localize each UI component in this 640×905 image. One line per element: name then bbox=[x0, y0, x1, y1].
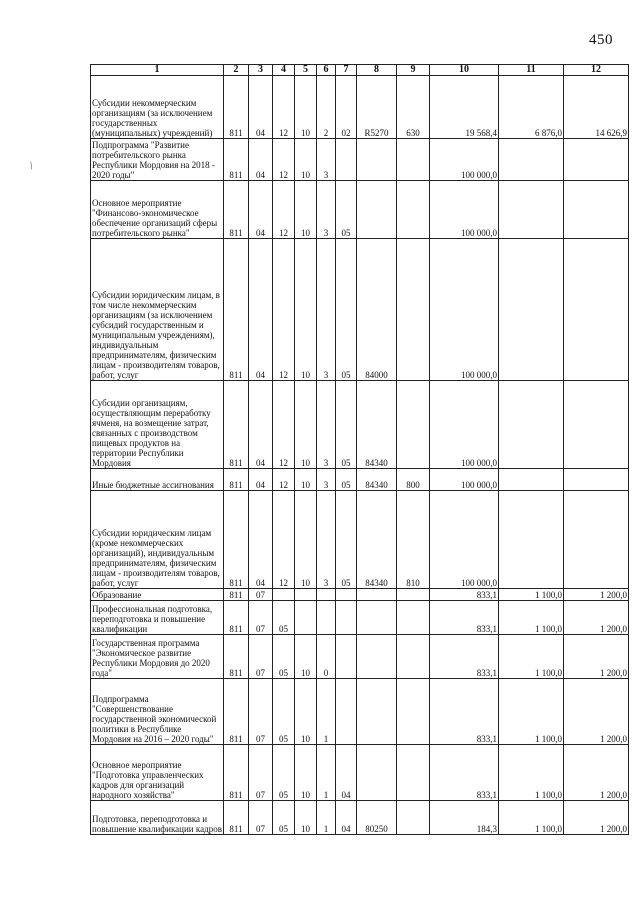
code-section: 07 bbox=[249, 635, 273, 679]
row-name: Субсидии некоммерческим организациям (за исключением государственных (муниципальных) учреждений) bbox=[91, 76, 224, 139]
amount-col-11: 1 100,0 bbox=[499, 635, 564, 679]
table-row bbox=[91, 491, 629, 589]
amount-col-10: 833,1 bbox=[430, 745, 499, 801]
column-header-12: 12 bbox=[564, 65, 629, 76]
row-name: Иные бюджетные ассигнования bbox=[91, 469, 224, 491]
table-row bbox=[91, 635, 629, 679]
code-subprogram: 3 bbox=[317, 491, 336, 589]
code-subprogram: 1 bbox=[317, 801, 336, 835]
code-subsection: 05 bbox=[273, 679, 295, 745]
code-ministry: 811 bbox=[224, 381, 249, 469]
table-row bbox=[91, 76, 629, 139]
amount-col-12 bbox=[564, 491, 629, 589]
amount-col-12 bbox=[564, 381, 629, 469]
code-direction bbox=[357, 601, 397, 635]
row-name: Подпрограмма "Совершенствование государственной экономической политики в Республике Мордовия на 2016 – 2020 годы" bbox=[91, 679, 224, 745]
code-expense-type bbox=[397, 745, 430, 801]
row-name: Основное мероприятие "Подготовка управленческих кадров для организаций народного хозяйства" bbox=[91, 745, 224, 801]
page-number: 450 bbox=[589, 32, 613, 48]
code-program: 10 bbox=[295, 469, 317, 491]
amount-col-10: 100 000,0 bbox=[430, 239, 499, 381]
code-direction bbox=[357, 139, 397, 181]
row-name: Основное мероприятие "Финансово-экономическое обеспечение организаций сферы потребительского рынка" bbox=[91, 181, 224, 239]
code-direction: 84340 bbox=[357, 469, 397, 491]
amount-col-12: 14 626,9 bbox=[564, 76, 629, 139]
table-row bbox=[91, 381, 629, 469]
code-subsection: 05 bbox=[273, 745, 295, 801]
amount-col-11 bbox=[499, 181, 564, 239]
code-program bbox=[295, 589, 317, 601]
code-section: 04 bbox=[249, 181, 273, 239]
table-header-row bbox=[91, 65, 629, 76]
code-program: 10 bbox=[295, 76, 317, 139]
code-activity bbox=[336, 635, 357, 679]
amount-col-12 bbox=[564, 181, 629, 239]
amount-col-12: 1 200,0 bbox=[564, 635, 629, 679]
column-header-5: 5 bbox=[295, 65, 317, 76]
amount-col-10: 100 000,0 bbox=[430, 491, 499, 589]
code-ministry: 811 bbox=[224, 239, 249, 381]
code-subsection: 12 bbox=[273, 181, 295, 239]
row-name: Подготовка, переподготовка и повышение квалификации кадров bbox=[91, 801, 224, 835]
code-activity: 05 bbox=[336, 181, 357, 239]
code-subsection: 12 bbox=[273, 239, 295, 381]
table-row bbox=[91, 239, 629, 381]
row-name: Государственная программа "Экономическое развитие Республики Мордовия до 2020 года" bbox=[91, 635, 224, 679]
code-ministry: 811 bbox=[224, 745, 249, 801]
amount-col-10: 833,1 bbox=[430, 635, 499, 679]
code-subsection: 12 bbox=[273, 469, 295, 491]
code-ministry: 811 bbox=[224, 635, 249, 679]
amount-col-12 bbox=[564, 469, 629, 491]
amount-col-11 bbox=[499, 469, 564, 491]
table-row bbox=[91, 139, 629, 181]
amount-col-10: 833,1 bbox=[430, 601, 499, 635]
code-subsection: 05 bbox=[273, 801, 295, 835]
code-subprogram: 3 bbox=[317, 469, 336, 491]
table-row bbox=[91, 181, 629, 239]
amount-col-11 bbox=[499, 239, 564, 381]
amount-col-11 bbox=[499, 381, 564, 469]
code-subprogram: 3 bbox=[317, 239, 336, 381]
row-name: Субсидии юридическим лицам (кроме некоммерческих организаций), индивидуальным предпринимателям, физическим лицам - производителям товаров, работ, услуг bbox=[91, 491, 224, 589]
code-section: 04 bbox=[249, 76, 273, 139]
column-header-4: 4 bbox=[273, 65, 295, 76]
code-expense-type bbox=[397, 589, 430, 601]
code-activity bbox=[336, 601, 357, 635]
code-section: 04 bbox=[249, 139, 273, 181]
code-program: 10 bbox=[295, 181, 317, 239]
code-expense-type bbox=[397, 601, 430, 635]
code-direction bbox=[357, 635, 397, 679]
amount-col-12: 1 200,0 bbox=[564, 745, 629, 801]
code-subsection: 12 bbox=[273, 381, 295, 469]
code-section: 04 bbox=[249, 469, 273, 491]
code-subprogram: 1 bbox=[317, 745, 336, 801]
table-row bbox=[91, 469, 629, 491]
amount-col-11: 1 100,0 bbox=[499, 801, 564, 835]
amount-col-11 bbox=[499, 491, 564, 589]
table-row bbox=[91, 601, 629, 635]
table-row bbox=[91, 589, 629, 601]
code-expense-type bbox=[397, 635, 430, 679]
amount-col-11: 1 100,0 bbox=[499, 589, 564, 601]
code-subprogram: 3 bbox=[317, 381, 336, 469]
column-header-6: 6 bbox=[317, 65, 336, 76]
column-header-7: 7 bbox=[336, 65, 357, 76]
row-name: Субсидии организациям, осуществляющим переработку ячменя, на возмещение затрат, связанных с производством пищевых продуктов на территории Республики Мордовия bbox=[91, 381, 224, 469]
code-activity bbox=[336, 139, 357, 181]
column-header-8: 8 bbox=[357, 65, 397, 76]
column-header-9: 9 bbox=[397, 65, 430, 76]
code-activity: 04 bbox=[336, 745, 357, 801]
code-section: 04 bbox=[249, 239, 273, 381]
row-name: Подпрограмма "Развитие потребительского рынка Республики Мордовия на 2018 - 2020 годы" bbox=[91, 139, 224, 181]
code-program bbox=[295, 601, 317, 635]
budget-table bbox=[90, 64, 629, 835]
table-row bbox=[91, 679, 629, 745]
code-expense-type bbox=[397, 801, 430, 835]
code-ministry: 811 bbox=[224, 801, 249, 835]
code-subsection: 05 bbox=[273, 635, 295, 679]
amount-col-10: 19 568,4 bbox=[430, 76, 499, 139]
code-expense-type bbox=[397, 239, 430, 381]
amount-col-12: 1 200,0 bbox=[564, 679, 629, 745]
code-expense-type bbox=[397, 679, 430, 745]
amount-col-12: 1 200,0 bbox=[564, 601, 629, 635]
code-ministry: 811 bbox=[224, 469, 249, 491]
code-activity: 05 bbox=[336, 381, 357, 469]
amount-col-10: 100 000,0 bbox=[430, 469, 499, 491]
code-subprogram bbox=[317, 601, 336, 635]
code-section: 07 bbox=[249, 589, 273, 601]
amount-col-10: 100 000,0 bbox=[430, 381, 499, 469]
amount-col-11: 1 100,0 bbox=[499, 679, 564, 745]
code-section: 07 bbox=[249, 745, 273, 801]
code-activity bbox=[336, 679, 357, 745]
code-ministry: 811 bbox=[224, 139, 249, 181]
amount-col-10: 833,1 bbox=[430, 589, 499, 601]
code-direction: R5270 bbox=[357, 76, 397, 139]
code-program: 10 bbox=[295, 491, 317, 589]
amount-col-12: 1 200,0 bbox=[564, 801, 629, 835]
code-subsection: 12 bbox=[273, 491, 295, 589]
code-ministry: 811 bbox=[224, 181, 249, 239]
amount-col-10: 833,1 bbox=[430, 679, 499, 745]
amount-col-11: 6 876,0 bbox=[499, 76, 564, 139]
table-row bbox=[91, 801, 629, 835]
code-direction: 84340 bbox=[357, 381, 397, 469]
code-direction: 84000 bbox=[357, 239, 397, 381]
column-header-10: 10 bbox=[430, 65, 499, 76]
amount-col-10: 100 000,0 bbox=[430, 181, 499, 239]
row-name: Субсидии юридическим лицам, в том числе некоммерческим организациям (за исключением субсидий государственным и муниципальным учреждениям), индивидуальным предпринимателям, физическим лицам - производителям товаров, работ, услуг bbox=[91, 239, 224, 381]
code-section: 04 bbox=[249, 491, 273, 589]
code-ministry: 811 bbox=[224, 679, 249, 745]
stray-pen-mark: / bbox=[27, 159, 36, 173]
code-section: 07 bbox=[249, 679, 273, 745]
code-program: 10 bbox=[295, 381, 317, 469]
code-program: 10 bbox=[295, 139, 317, 181]
column-header-3: 3 bbox=[249, 65, 273, 76]
code-activity bbox=[336, 589, 357, 601]
code-section: 07 bbox=[249, 801, 273, 835]
row-name: Профессиональная подготовка, переподготовка и повышение квалификации bbox=[91, 601, 224, 635]
code-subprogram: 0 bbox=[317, 635, 336, 679]
code-activity: 05 bbox=[336, 469, 357, 491]
code-direction bbox=[357, 745, 397, 801]
code-subsection: 12 bbox=[273, 139, 295, 181]
code-subprogram: 2 bbox=[317, 76, 336, 139]
code-section: 07 bbox=[249, 601, 273, 635]
amount-col-11 bbox=[499, 139, 564, 181]
amount-col-10: 100 000,0 bbox=[430, 139, 499, 181]
code-section: 04 bbox=[249, 381, 273, 469]
code-direction: 80250 bbox=[357, 801, 397, 835]
amount-col-10: 184,3 bbox=[430, 801, 499, 835]
code-subsection: 12 bbox=[273, 76, 295, 139]
code-expense-type bbox=[397, 181, 430, 239]
amount-col-12 bbox=[564, 139, 629, 181]
column-header-2: 2 bbox=[224, 65, 249, 76]
amount-col-11: 1 100,0 bbox=[499, 745, 564, 801]
amount-col-12: 1 200,0 bbox=[564, 589, 629, 601]
column-header-1: 1 bbox=[91, 65, 224, 76]
code-activity: 04 bbox=[336, 801, 357, 835]
amount-col-12 bbox=[564, 239, 629, 381]
code-expense-type: 800 bbox=[397, 469, 430, 491]
code-program: 10 bbox=[295, 801, 317, 835]
code-ministry: 811 bbox=[224, 491, 249, 589]
code-subsection: 05 bbox=[273, 601, 295, 635]
code-subprogram: 1 bbox=[317, 679, 336, 745]
row-name: Образование bbox=[91, 589, 224, 601]
code-expense-type bbox=[397, 139, 430, 181]
code-direction bbox=[357, 679, 397, 745]
code-activity: 05 bbox=[336, 491, 357, 589]
code-program: 10 bbox=[295, 745, 317, 801]
code-direction bbox=[357, 181, 397, 239]
table-row bbox=[91, 745, 629, 801]
code-program: 10 bbox=[295, 635, 317, 679]
code-subprogram: 3 bbox=[317, 139, 336, 181]
code-program: 10 bbox=[295, 239, 317, 381]
code-subprogram bbox=[317, 589, 336, 601]
code-expense-type: 630 bbox=[397, 76, 430, 139]
code-ministry: 811 bbox=[224, 589, 249, 601]
code-ministry: 811 bbox=[224, 76, 249, 139]
code-direction: 84340 bbox=[357, 491, 397, 589]
code-expense-type: 810 bbox=[397, 491, 430, 589]
code-activity: 02 bbox=[336, 76, 357, 139]
code-activity: 05 bbox=[336, 239, 357, 381]
code-direction bbox=[357, 589, 397, 601]
code-subprogram: 3 bbox=[317, 181, 336, 239]
column-header-11: 11 bbox=[499, 65, 564, 76]
code-subsection bbox=[273, 589, 295, 601]
code-expense-type bbox=[397, 381, 430, 469]
code-program: 10 bbox=[295, 679, 317, 745]
amount-col-11: 1 100,0 bbox=[499, 601, 564, 635]
code-ministry: 811 bbox=[224, 601, 249, 635]
